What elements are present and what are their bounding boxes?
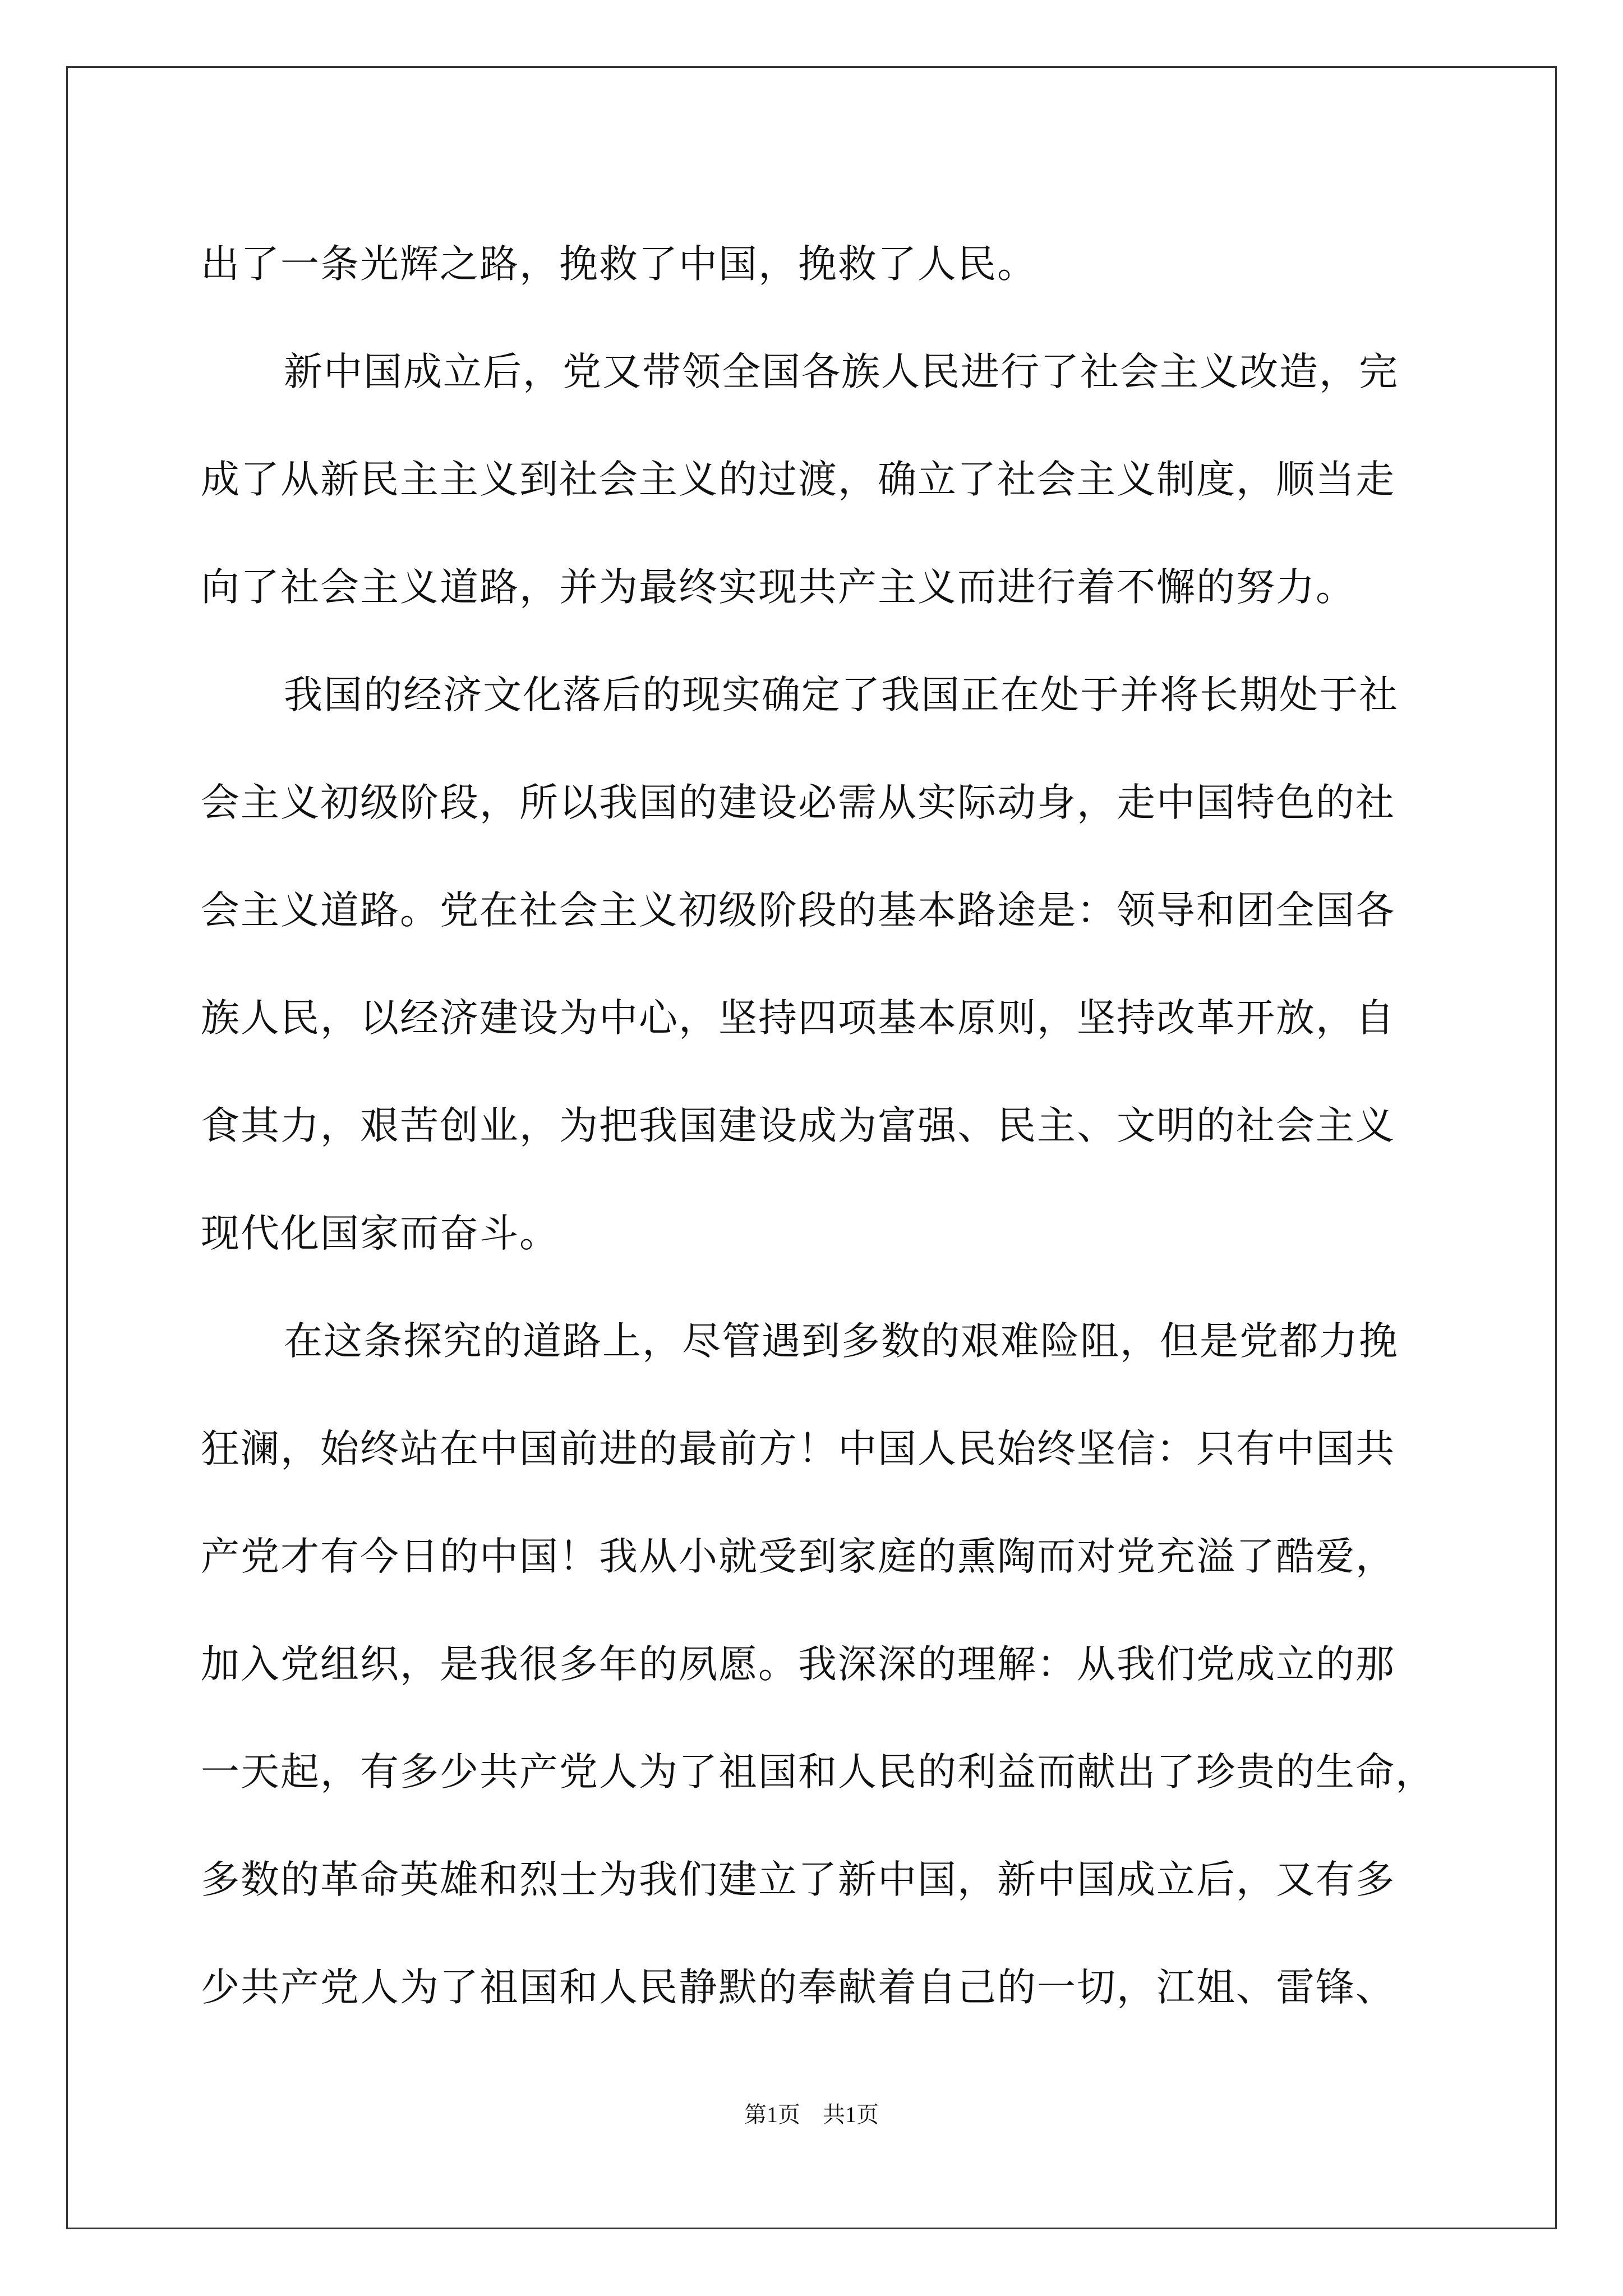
paragraph-start-line: 我国的经济文化落后的现实确定了我国正在处于并将长期处于社 xyxy=(284,673,1399,717)
text-line: 会主义道路。党在社会主义初级阶段的基本路途是：领导和团全国各 xyxy=(201,888,1395,933)
text-line: 加入党组织，是我很多年的夙愿。我深深的理解：从我们党成立的那 xyxy=(201,1642,1395,1687)
text-line: 出了一条光辉之路，挽救了中国，挽救了人民。 xyxy=(201,242,1037,287)
paragraph-start-line: 新中国成立后，党又带领全国各族人民进行了社会主义改造，完 xyxy=(284,349,1399,394)
text-line: 会主义初级阶段，所以我国的建设必需从实际动身，走中国特色的社 xyxy=(201,780,1395,825)
text-line: 多数的革命英雄和烈士为我们建立了新中国，新中国成立后，又有多 xyxy=(201,1857,1395,1902)
text-line: 一天起，有多少共产党人为了祖国和人民的利益而献出了珍贵的生命， xyxy=(201,1750,1435,1795)
text-line: 族人民，以经济建设为中心，坚持四项基本原则，坚持改革开放，自 xyxy=(201,996,1395,1041)
text-line: 向了社会主义道路，并为最终实现共产主义而进行着不懈的努力。 xyxy=(201,565,1355,610)
text-line: 少共产党人为了祖国和人民静默的奉献着自己的一切，江姐、雷锋、 xyxy=(201,1965,1395,2010)
paragraph-start-line: 在这条探究的道路上，尽管遇到多数的艰难险阻，但是党都力挽 xyxy=(284,1319,1399,1364)
text-line: 现代化国家而奋斗。 xyxy=(201,1211,559,1256)
text-line: 产党才有今日的中国！我从小就受到家庭的熏陶而对党充溢了酷爱， xyxy=(201,1534,1395,1579)
text-line: 食其力，艰苦创业，为把我国建设成为富强、民主、文明的社会主义 xyxy=(201,1103,1395,1148)
page-footer: 第1页 共1页 xyxy=(744,2102,879,2127)
text-line: 成了从新民主主义到社会主义的过渡，确立了社会主义制度，顺当走 xyxy=(201,457,1395,502)
text-line: 狂澜，始终站在中国前进的最前方！中国人民始终坚信：只有中国共 xyxy=(201,1427,1395,1471)
document-body xyxy=(201,210,1435,2041)
